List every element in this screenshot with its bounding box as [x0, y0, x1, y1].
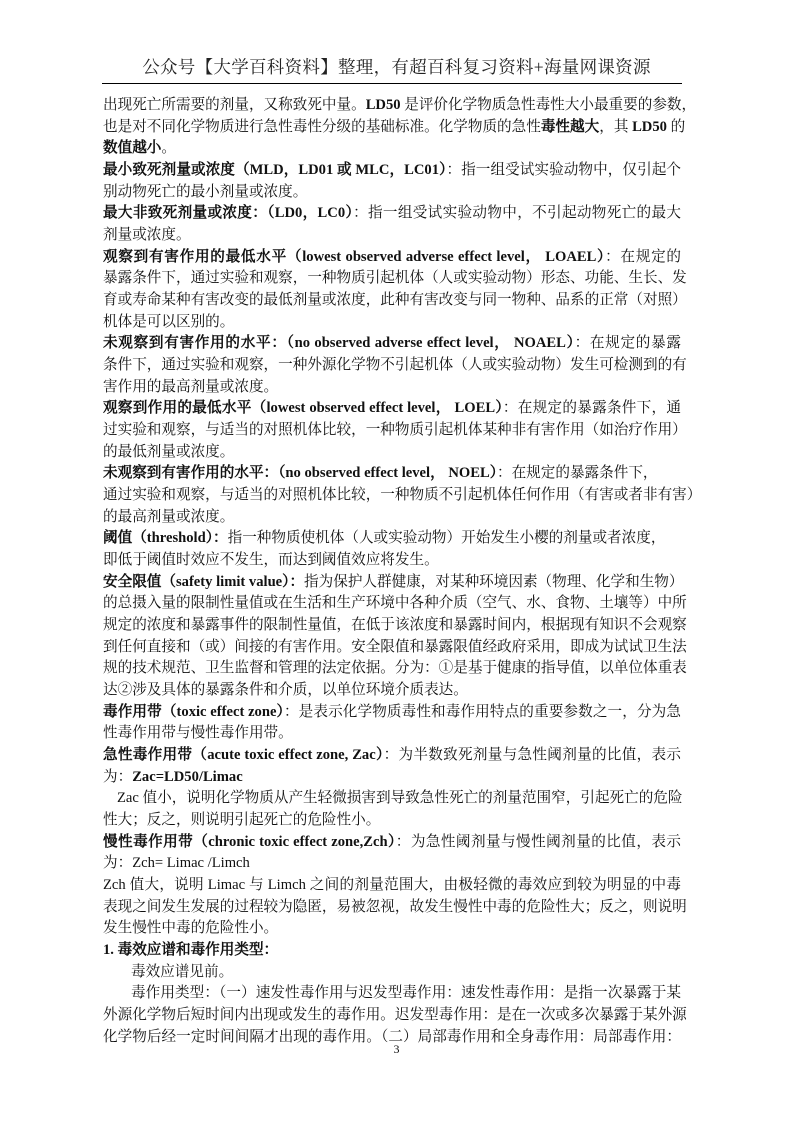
text-run: 规定的浓度和暴露事件的限制性量值，在低于该浓度和暴露时间内，根据现有知识不会观察	[103, 617, 687, 634]
text-line	[103, 183, 681, 201]
text-line	[103, 876, 681, 894]
text-run: 为：Zch= Limac /Limch	[103, 855, 250, 872]
text-run: 的最低剂量或浓度。	[103, 443, 235, 460]
text-line	[103, 313, 681, 331]
text-line	[103, 486, 702, 504]
bold-term: 数值越小	[103, 140, 162, 157]
text-line	[103, 854, 681, 872]
text-line	[103, 421, 687, 439]
text-line	[103, 508, 681, 526]
text-run: 性毒作用带与慢性毒作用带。	[103, 725, 293, 742]
text-line	[103, 118, 686, 136]
text-run: ：在规定的暴露条件下，通	[502, 400, 681, 417]
text-run: 毒作用类型：（一）速发性毒作用与迟发型毒作用：速发性毒作用：是指一次暴露于某	[131, 985, 681, 1002]
text-line	[103, 226, 681, 244]
header-rule	[102, 83, 682, 84]
text-line	[131, 963, 681, 981]
text-line	[103, 291, 687, 309]
bold-term: LD50	[632, 118, 667, 135]
text-line	[103, 833, 681, 851]
text-line	[103, 659, 687, 677]
bold-term: 最大非致死剂量或浓度：（LD0，LC0）	[103, 205, 354, 222]
text-run: 暴露条件下，通过实验和观察，一种物质引起机体（人或实验动物）形态、功能、生长、发	[103, 270, 687, 287]
bold-term: 最小致死剂量或浓度（MLD，LD01 或 MLC，LC01）	[103, 162, 447, 178]
text-line	[103, 443, 681, 461]
text-run: ：是表示化学物质毒性和毒作用特点的重要参数之一，分为急	[283, 703, 681, 720]
text-run: 别动物死亡的最小剂量或浓度。	[103, 183, 308, 200]
text-run: 化学物后经一定时间间隔才出现的毒作用。（二）局部毒作用和全身毒作用：局部毒作用：	[103, 1028, 681, 1045]
text-run: 规的技术规范、卫生监督和管理的法定依据。分为：①是基于健康的指导值，以单位体重表	[103, 660, 687, 677]
text-line	[103, 768, 681, 786]
text-line	[103, 941, 681, 959]
bold-term: Zac=LD50/Limac	[132, 768, 243, 785]
text-run: 出现死亡所需要的剂量，又称致死中量。	[103, 97, 366, 113]
text-run: ：在规定的	[605, 248, 681, 265]
text-line	[103, 551, 681, 569]
text-line	[103, 638, 687, 656]
text-line	[103, 334, 681, 352]
text-line	[103, 139, 681, 157]
text-line	[103, 681, 681, 699]
text-run: 达②涉及具体的暴露条件和介质，以单位环境介质表达。	[103, 682, 468, 699]
text-run: 表现之间发生发展的过程较为隐匿，易被忽视，故发生慢性中毒的危险性大；反之，则说明	[103, 898, 687, 915]
text-run: Zch 值大，说明 Limac 与 Limch 之间的剂量范围大，由极轻微的毒效应到较为明显的中毒	[103, 877, 681, 894]
text-line	[103, 594, 687, 612]
text-run: ：为急性阈剂量与慢性阈剂量的比值，表示	[395, 833, 681, 850]
bold-term: 毒作用带（toxic effect zone）	[103, 703, 284, 720]
text-run: 的最高剂量或浓度。	[103, 508, 235, 525]
text-run: ：指一组受试实验动物中，不引起动物死亡的最大	[353, 205, 681, 222]
text-line	[131, 984, 681, 1002]
text-run: 指一种物质使机体（人或实验动物）开始发生小樱的剂量或者浓度，	[227, 530, 666, 547]
text-line	[103, 724, 681, 742]
text-line	[103, 703, 681, 721]
bold-term: 观察到作用的最低水平（lowest observed effect level， LOEL）	[103, 400, 503, 417]
text-run: Zac 值小，说明化学物质从产生轻微损害到导致急性死亡的剂量范围窄，引起死亡的危险	[117, 790, 683, 807]
text-run: 毒效应谱见前。	[131, 963, 234, 980]
page-number: 3	[393, 1042, 400, 1056]
bold-term: 观察到有害作用的最低水平（lowest observed adverse effect level， LOAEL）	[103, 248, 606, 265]
text-run: 剂量或浓度。	[103, 227, 191, 244]
text-line	[103, 919, 681, 937]
bold-term: 未观察到有害作用的水平：（no observed effect level， NOEL）	[103, 465, 497, 482]
text-line	[103, 573, 684, 591]
text-run: 到任何直接和（或）间接的有害作用。安全限值和暴露限值经政府采用，即成为试试卫生法	[103, 638, 687, 655]
text-line	[103, 616, 687, 634]
text-run: 的	[666, 118, 686, 135]
bold-term: 慢性毒作用带（chronic toxic effect zone,Zch）	[103, 833, 396, 850]
bold-term: 1. 毒效应谱和毒作用类型：	[103, 942, 279, 959]
text-run: ，其	[599, 118, 633, 135]
text-run: ：在规定的暴露条件下，	[496, 465, 658, 482]
text-run: 通过实验和观察，与适当的对照机体比较，一种物质不引起机体任何作用（有害或者非有害）	[103, 487, 702, 504]
text-run: 是评价化学物质急性毒性大小最重要的参数，	[400, 97, 697, 113]
text-line	[103, 248, 681, 266]
text-line	[103, 161, 681, 179]
text-line	[103, 269, 687, 287]
text-run: 也是对不同化学物质进行急性毒性分级的基础标准。化学物质的急性	[103, 118, 541, 135]
text-run: 过实验和观察，与适当的对照机体比较，一种物质引起机体某种非有害作用（如治疗作用）	[103, 422, 687, 439]
text-line	[103, 746, 681, 764]
text-run: 为：	[103, 768, 133, 785]
bold-term: 安全限值（safety limit value）：	[103, 573, 305, 590]
text-line	[103, 1006, 687, 1024]
page-header-title: 公众号【大学百科资料】整理，有超百科复习资料+海量网课资源	[142, 57, 651, 77]
text-line	[103, 378, 681, 396]
bold-term: 阈值（threshold）：	[103, 530, 228, 547]
bold-term: LD50	[365, 97, 401, 113]
text-run: ：为半数致死剂量与急性阈剂量的比值，表示	[383, 747, 681, 764]
text-line	[103, 529, 681, 547]
text-run: 指为保护人群健康，对某种环境因素（物理、化学和生物）	[304, 573, 684, 590]
bold-term: 毒性越大	[540, 118, 600, 135]
text-run: 育或寿命某种有害改变的最低剂量或浓度，此种有害改变与同一物种、品系的正常（对照）	[103, 292, 687, 309]
bold-term: 急性毒作用带（acute toxic effect zone, Zac）	[103, 747, 384, 764]
text-run: 的总摄入量的限制性量值或在生活和生产环境中各种介质（空气、水、食物、土壤等）中所	[103, 595, 687, 612]
text-run: ：指一组受试实验动物中，仅引起个	[446, 162, 681, 178]
text-run: 害作用的最高剂量或浓度。	[103, 378, 279, 395]
text-line	[103, 811, 681, 829]
text-run: 性大；反之，则说明引起死亡的危险性小。	[103, 812, 381, 829]
text-run: 即低于阈值时效应不发生，而达到阈值效应将发生。	[103, 552, 439, 569]
text-run: 条件下，通过实验和观察，一种外源化学物不引起机体（人或实验动物）发生可检测到的有	[103, 357, 687, 374]
text-line	[103, 204, 681, 222]
text-run: 机体是可以区别的。	[103, 313, 235, 330]
bold-term: 未观察到有害作用的水平：（no observed adverse effect level， NOAEL）	[103, 335, 575, 352]
text-line	[103, 96, 697, 114]
text-run: ：在规定的暴露	[574, 335, 681, 352]
text-run: 。	[161, 140, 176, 157]
text-line	[103, 898, 687, 916]
text-run: 外源化学物后短时间内出现或发生的毒作用。迟发型毒作用：是在一次或多次暴露于某外源	[103, 1007, 687, 1024]
text-run: 发生慢性中毒的危险性小。	[103, 920, 279, 937]
text-line	[117, 789, 681, 807]
text-line	[103, 464, 681, 482]
text-line	[103, 399, 681, 417]
text-line	[103, 356, 687, 374]
